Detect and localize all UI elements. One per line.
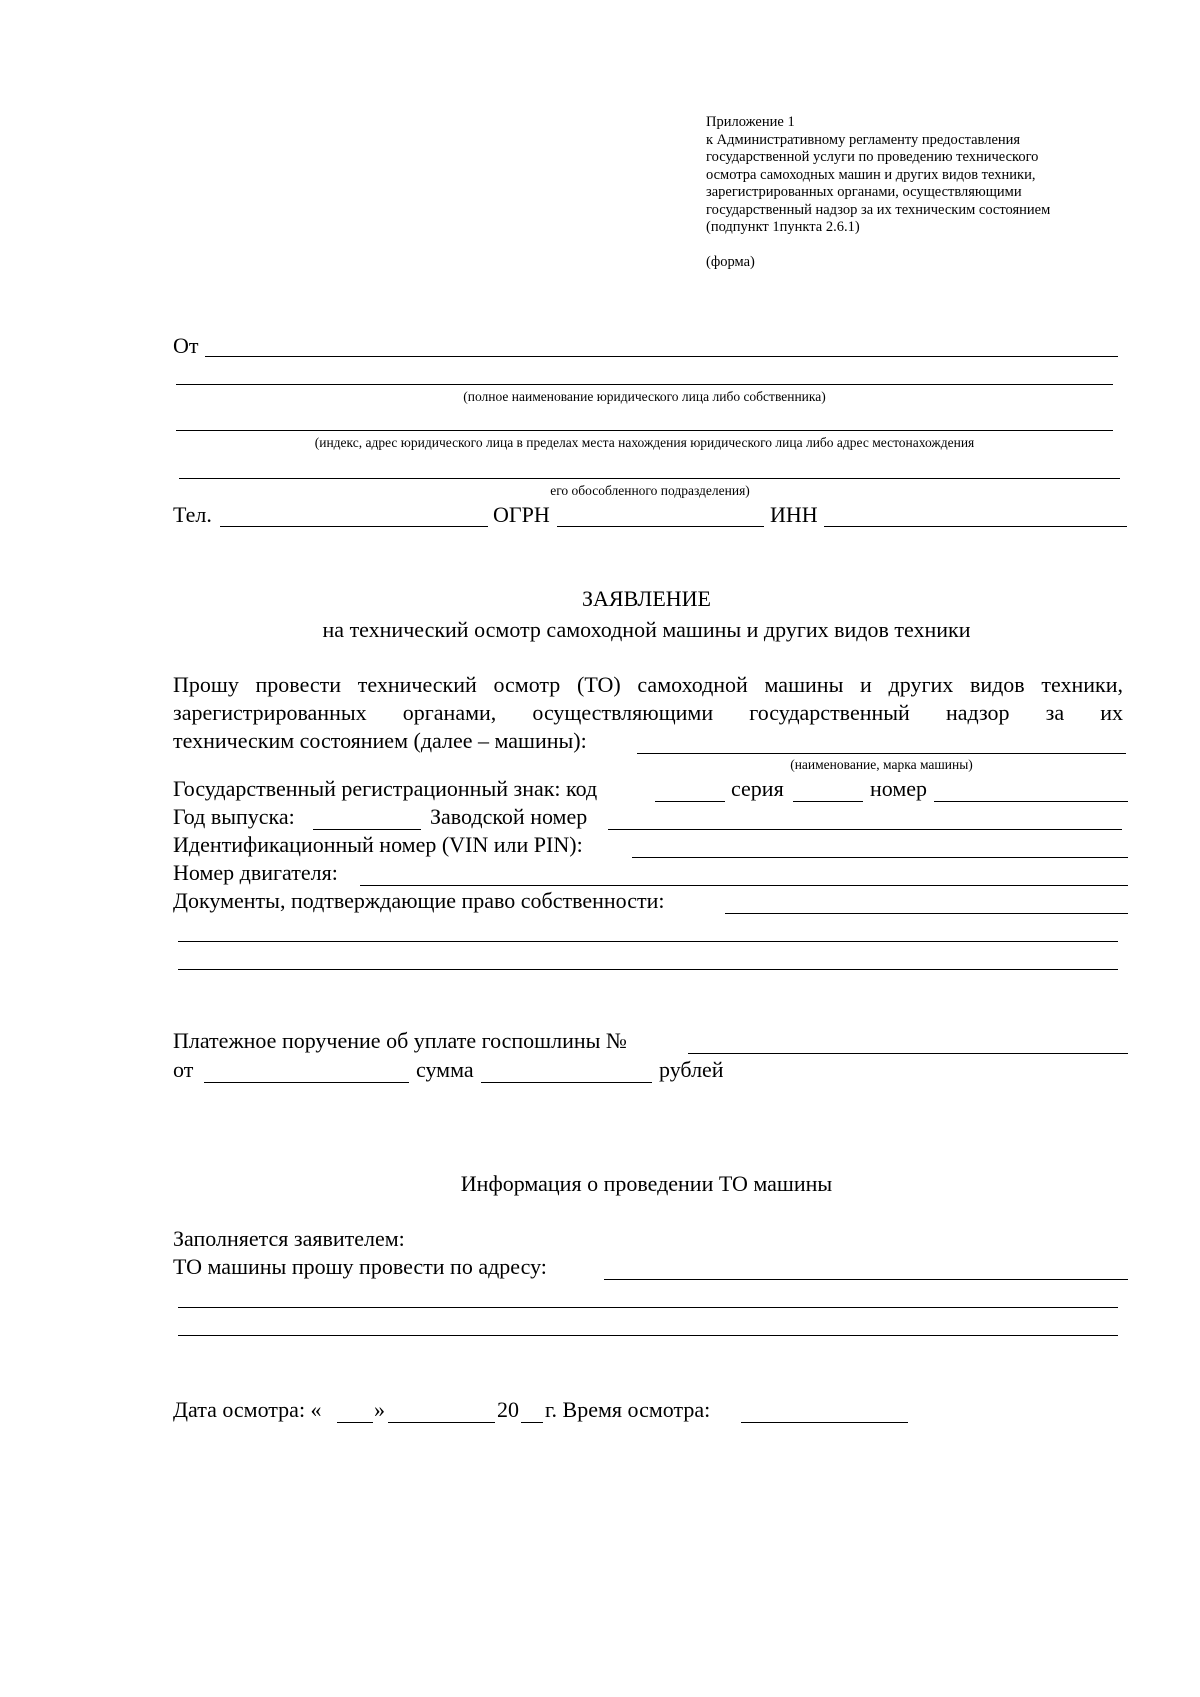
reg-sign-label: Государственный регистрационный знак: код [173, 776, 598, 801]
appendix-line: государственной услуги по проведению технического [706, 149, 1039, 165]
address-label: ТО машины прошу провести по адресу: [173, 1254, 547, 1279]
appendix-line: к Административному регламенту предоставления [706, 131, 1021, 148]
caption-name: (полное наименование юридического лица либо собственника) [463, 389, 826, 404]
para-line-2: зарегистрированных органами, осуществляющими государственный надзор за их [173, 700, 1123, 725]
machine-name-field[interactable] [637, 753, 1126, 754]
payment-rubles-label: рублей [659, 1057, 724, 1082]
caption-address: (индекс, адрес юридического лица в пределах места нахождения юридического лица либо адрес местонахождения [314, 435, 975, 450]
from-address-field[interactable] [176, 430, 1113, 431]
inn-label: ИНН [770, 502, 818, 527]
engine-label: Номер двигателя: [173, 860, 338, 885]
inspection-time-field[interactable] [741, 1422, 908, 1423]
factory-no-field[interactable] [608, 829, 1122, 830]
from-label: От [173, 333, 199, 358]
para-line-1: Прошу провести технический осмотр (ТО) самоходной машины и других видов техники, [173, 672, 1123, 697]
appendix-line: (подпункт 1пункта 2.6.1) [706, 219, 860, 235]
ogrn-label: ОГРН [493, 502, 550, 527]
inn-field[interactable] [824, 526, 1127, 527]
para-line-3: техническим состоянием (далее – машины): [173, 728, 587, 753]
ogrn-field[interactable] [557, 526, 764, 527]
payment-label: Платежное поручение об уплате госпошлины № [173, 1028, 627, 1053]
from-address-field-2[interactable] [179, 478, 1120, 479]
appendix-header [706, 114, 1050, 271]
year-label: Год выпуска: [173, 804, 295, 829]
payment-from-label: от [173, 1057, 194, 1082]
document-subtitle: на технический осмотр самоходной машины и других видов техники [322, 617, 971, 642]
date-day-field[interactable] [337, 1422, 373, 1423]
caption-machine: (наименование, марка машины) [790, 757, 973, 772]
form-note: (форма) [706, 253, 755, 270]
inspection-address-field-3[interactable] [178, 1335, 1118, 1336]
date-close-quote: » [374, 1397, 385, 1422]
filled-by-label: Заполняется заявителем: [173, 1226, 405, 1251]
payment-date-field[interactable] [204, 1082, 409, 1083]
info-title: Информация о проведении ТО машины [460, 1171, 833, 1196]
documents-field[interactable] [725, 913, 1128, 914]
engine-field[interactable] [360, 885, 1128, 886]
from-name-field-2[interactable] [176, 384, 1113, 385]
tel-field[interactable] [220, 526, 488, 527]
payment-sum-field[interactable] [481, 1082, 652, 1083]
vin-label: Идентификационный номер (VIN или PIN): [173, 832, 583, 857]
from-name-field[interactable] [205, 356, 1118, 357]
payment-sum-label: сумма [416, 1057, 474, 1082]
document-title: ЗАЯВЛЕНИЕ [582, 586, 711, 611]
factory-no-label: Заводской номер [430, 804, 588, 829]
payment-number-field[interactable] [688, 1053, 1128, 1054]
inspection-address-field-2[interactable] [178, 1307, 1118, 1308]
year-field[interactable] [313, 829, 421, 830]
tel-label: Тел. [173, 502, 212, 527]
reg-number-field[interactable] [934, 801, 1128, 802]
appendix-line: зарегистрированных органами, осуществляющими [706, 184, 1022, 200]
vin-field[interactable] [632, 857, 1128, 858]
number-label: номер [870, 776, 928, 801]
time-label: г. Время осмотра: [545, 1397, 711, 1422]
date-year-prefix: 20 [497, 1397, 519, 1422]
appendix-line: осмотра самоходных машин и других видов техники, [706, 166, 1036, 183]
date-year-field[interactable] [521, 1422, 543, 1423]
reg-code-field[interactable] [655, 801, 725, 802]
documents-field-3[interactable] [178, 969, 1118, 970]
inspection-address-field[interactable] [604, 1279, 1128, 1280]
appendix-line: Приложение 1 [706, 114, 795, 130]
series-label: серия [731, 776, 784, 801]
appendix-line: государственный надзор за их техническим состоянием [706, 201, 1051, 218]
date-month-field[interactable] [388, 1422, 495, 1423]
documents-field-2[interactable] [178, 941, 1118, 942]
documents-label: Документы, подтверждающие право собственности: [173, 888, 665, 913]
caption-address-2: его обособленного подразделения) [550, 483, 750, 498]
reg-series-field[interactable] [793, 801, 863, 802]
date-label: Дата осмотра: « [173, 1397, 322, 1422]
